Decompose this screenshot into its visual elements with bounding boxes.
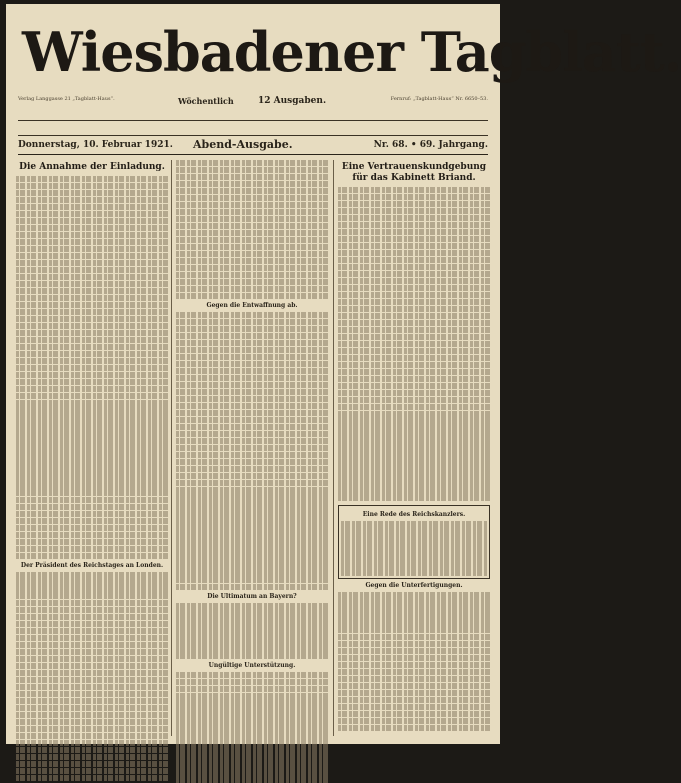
article-body: [338, 592, 490, 731]
column-rule: [171, 160, 172, 736]
phone-info: Fernruf: „Tagblatt-Haus“ Nr. 6650–53.: [390, 96, 488, 102]
fine-print-band: [18, 120, 488, 136]
article-headline: Die Annahme der Einladung.: [19, 162, 165, 172]
issue-number: Nr. 68. • 69. Jahrgang.: [373, 140, 488, 150]
article-subhead: Eine Rede des Reichskanzlers.: [362, 510, 466, 518]
article-body: [176, 160, 328, 299]
article-subhead: Die Ultimatum an Bayern?: [207, 593, 297, 601]
column-2: [176, 160, 328, 736]
weekly-label: Wöchentlich: [178, 96, 234, 106]
article-body: [176, 603, 328, 658]
info-bar: [18, 96, 488, 118]
article-headline: Eine Vertrauenskundgebung für das Kabinett Briand.: [341, 162, 487, 183]
issues-label: 12 Ausgaben.: [258, 96, 327, 106]
dateline: [18, 138, 488, 155]
edition-label: Abend-Ausgabe.: [193, 138, 293, 151]
newspaper-page: [6, 4, 681, 744]
article-body: [338, 187, 490, 501]
article-subhead: Gegen die Unterfertigungen.: [365, 582, 463, 590]
article-body: [341, 521, 487, 576]
column-rule: [333, 160, 334, 736]
column-3: [338, 160, 490, 736]
article-subhead: Gegen die Entwaffnung ab.: [206, 301, 298, 309]
issue-date: Donnerstag, 10. Februar 1921.: [18, 140, 173, 150]
article-body: [176, 312, 328, 591]
article-body: [16, 572, 168, 781]
article-subhead: Der Präsident des Reichstages an Londen.: [20, 562, 164, 570]
article-body: [176, 672, 328, 783]
publisher-info: Verlag Langgasse 21 „Tagblatt-Haus“.: [18, 96, 115, 102]
article-subhead: Ungültige Unterstützung.: [208, 661, 296, 669]
article-body: [16, 176, 168, 559]
masthead-title: Wiesbadener Tagblatt.: [22, 20, 681, 84]
boxed-article: [338, 505, 490, 580]
column-1: [16, 160, 168, 736]
